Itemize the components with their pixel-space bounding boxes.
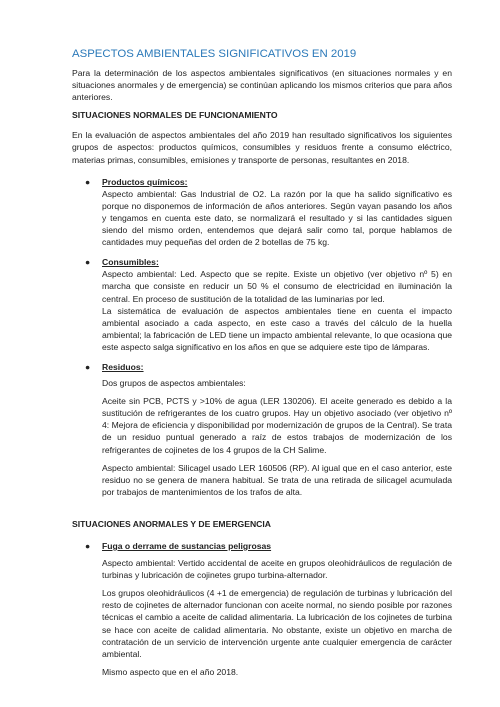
item-paragraph: Aspecto ambiental: Led. Aspecto que se repite. Existe un objetivo (ver objetivo nº 5) en marcha que consiste en reducir un 50 % el consumo de electricidad en iluminación la central. En proceso de sustitución de la totalidad de las luminarias por led. bbox=[102, 269, 452, 304]
normal-section-heading: SITUACIONES NORMALES DE FUNCIONAMIENTO bbox=[72, 110, 278, 121]
item-title: Fuga o derrame de sustancias peligrosas bbox=[102, 541, 272, 551]
normal-section-intro: En la evaluación de aspectos ambientales del año 2019 han resultado significativos los siguientes grupos de aspectos: productos químicos, consumibles y residuos frente a consumo eléctrico, materias primas, consumibles, emisiones y transporte de personas, resultantes en 2018. bbox=[72, 130, 452, 165]
bullet-icon: ● bbox=[85, 257, 91, 268]
intro-paragraph: Para la determinación de los aspectos ambientales significativos (en situaciones normales y en situaciones anormales y de emergencia) se continúan aplicando los mismos criterios que para años anteriores. bbox=[72, 68, 452, 103]
item-paragraph: Aceite sin PCB, PCTS y >10% de agua (LER 130206). El aceite generado es debido a la sustitución de refrigerantes de los cuatro grupos. Hay un objetivo asociado (ver objetivo nº 4: Mejora de eficiencia y disponibilidad por modernización de grupos de la Central). Se trata de un residuo puntual generado a raíz de estos trabajos de modernización de los refrigerantes de cojinetes de los 4 grupos de la CH Salime. bbox=[102, 396, 452, 455]
item-title: Consumibles: bbox=[102, 257, 159, 268]
item-paragraph: Aspecto ambiental: Silicagel usado LER 160506 (RP). Al igual que en el caso anterior, este residuo no se genera de manera habitual. Se trata de una retirada de silicagel acumulada por trabajos de mantenimientos de los trafos de alta. bbox=[102, 462, 452, 497]
list-item-residuos bbox=[72, 361, 452, 498]
list-item-fuga-derrame bbox=[72, 540, 452, 678]
item-paragraph: Dos grupos de aspectos ambientales: bbox=[102, 378, 246, 389]
item-paragraph: Aspecto ambiental: Gas Industrial de O2. La razón por la que ha salido significativo es porque no disponemos de información de años anteriores. Según vayan pasando los años y tengamos en cuenta este dato, se normalizará el resultado y si las cantidades siguen siendo del mismo orden, entendemos que dejará salir como tal, porque hablamos de cantidades muy pequeñas del orden de 2 botellas de 75 kg. bbox=[102, 188, 452, 248]
item-paragraph: Mismo aspecto que en el año 2018. bbox=[102, 666, 239, 677]
item-paragraph: Los grupos oleohidráulicos (4 +1 de emergencia) de regulación de turbinas y lubricación del resto de cojinetes de alternador funcionan con aceite normal, no siendo posible por razones técnicas el cambio a aceite de calidad alimentaria. La lubricación de los cojinetes de turbina se hace con aceite de calidad alimentaria. No obstante, existe un objetivo en marcha de contratación de un servicio de intervención urgente ante cualquier emergencia de carácter ambiental. bbox=[102, 588, 452, 659]
page-title: ASPECTOS AMBIENTALES SIGNIFICATIVOS EN 2019 bbox=[72, 48, 357, 60]
list-item-consumibles bbox=[72, 256, 452, 353]
item-paragraph: La sistemática de evaluación de aspectos ambientales tiene en cuenta el impacto ambiental asociado a cada aspecto, en este caso a través del cálculo de la huella ambiental; la fabricación de LED tiene un impacto ambiental relevante, lo que ocasiona que este aspecto salga significativo en los años en que se adquiere este tipo de lámparas. bbox=[102, 305, 452, 352]
item-paragraph: Aspecto ambiental: Vertido accidental de aceite en grupos oleohidráulicos de regulación de turbinas y lubricación de cojinetes grupo turbina-alternador. bbox=[102, 558, 452, 581]
item-title: Residuos: bbox=[102, 361, 144, 372]
item-title: Productos químicos: bbox=[102, 176, 188, 187]
abnormal-section-heading: SITUACIONES ANORMALES Y DE EMERGENCIA bbox=[72, 518, 271, 529]
bullet-icon: ● bbox=[85, 361, 91, 372]
bullet-icon: ● bbox=[85, 176, 91, 187]
list-item-productos-quimicos bbox=[72, 176, 452, 249]
bullet-icon: ● bbox=[85, 541, 91, 551]
